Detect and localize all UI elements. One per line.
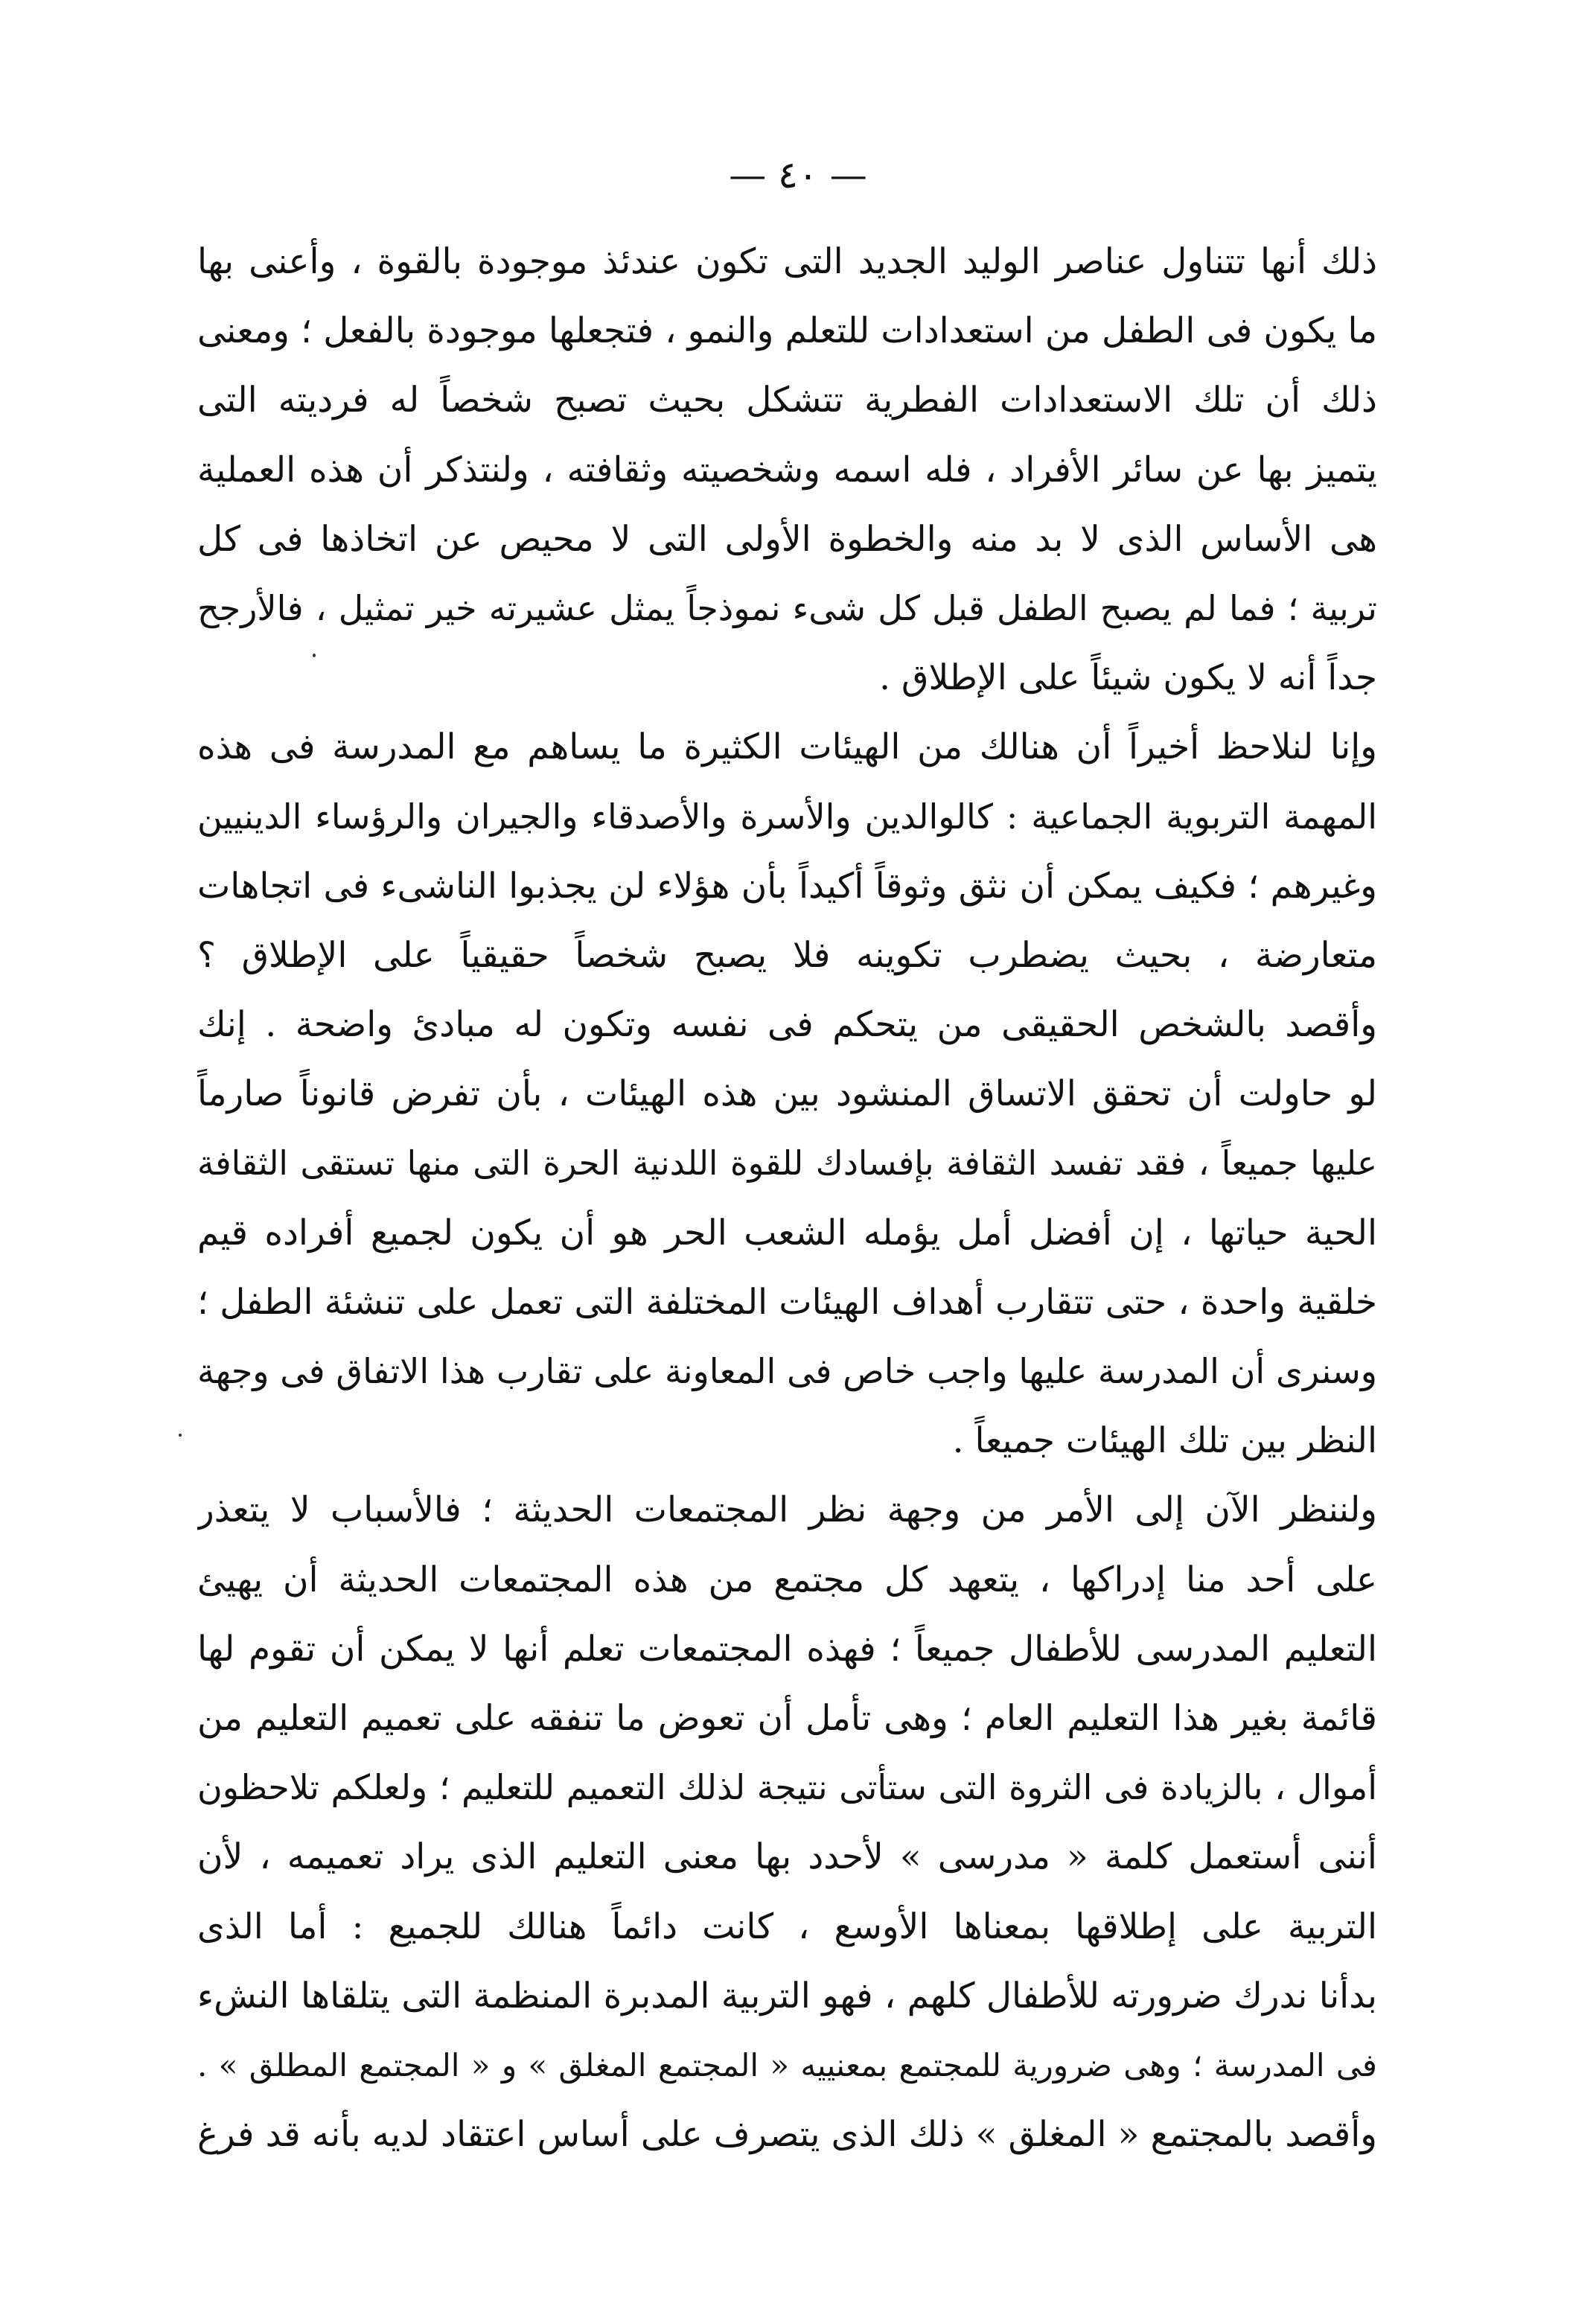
scan-speck — [313, 654, 316, 657]
text-line: أننى أستعمل كلمة « مدرسى » لأحدد بها معنى التعليم الذى يراد تعميمه ، لأن — [197, 1836, 1377, 1878]
text-line: متعارضة ، بحيث يضطرب تكوينه فلا يصبح شخصاً حقيقياً على الإطلاق ؟ — [197, 934, 1377, 976]
text-line: تربية ؛ فما لم يصبح الطفل قبل كل شىء نموذجاً يمثل عشيرته خير تمثيل ، فالأرجح — [197, 587, 1377, 628]
text-line: خلقية واحدة ، حتى تتقارب أهداف الهيئات المختلفة التى تعمل على تنشئة الطفل ؛ — [197, 1281, 1377, 1323]
text-line: على أحد منا إدراكها ، يتعهد كل مجتمع من هذه المجتمعات الحديثة أن يهيئ — [197, 1559, 1377, 1600]
body-text — [197, 227, 1377, 2169]
text-line: النظر بين تلك الهيئات جميعاً . — [952, 1420, 1377, 1462]
text-line: ذلك أنها تتناول عناصر الوليد الجديد التى تكون عندئذ موجودة بالقوة ، وأعنى بها — [197, 241, 1377, 282]
text-line: وأقصد بالمجتمع « المغلق » ذلك الذى يتصرف على أساس اعتقاد لديه بأنه قد فرغ — [197, 2114, 1377, 2156]
text-line: وسنرى أن المدرسة عليها واجب خاص فى المعاونة على تقارب هذا الاتفاق فى وجهة — [197, 1351, 1377, 1391]
text-line: التربية على إطلاقها بمعناها الأوسع ، كانت دائماً هنالك للجميع : أما الذى — [197, 1906, 1377, 1947]
text-line: وإنا لنلاحظ أخيراً أن هنالك من الهيئات الكثيرة ما يساهم مع المدرسة فى هذه — [197, 727, 1377, 768]
text-line: ولننظر الآن إلى الأمر من وجهة نظر المجتمعات الحديثة ؛ فالأسباب لا يتعذر — [197, 1489, 1377, 1531]
text-line: وأقصد بالشخص الحقيقى من يتحكم فى نفسه وتكون له مبادئ واضحة . إنك — [197, 1004, 1377, 1046]
scan-speck — [179, 1434, 182, 1437]
text-line: هى الأساس الذى لا بد منه والخطوة الأولى التى لا محيص عن اتخاذها فى كل — [197, 518, 1377, 560]
text-line: فى المدرسة ؛ وهى ضرورية للمجتمع بمعنييه « المجتمع المغلق » و « المجتمع المطلق » . — [197, 2046, 1377, 2083]
text-line: يتميز بها عن سائر الأفراد ، فله اسمه وشخصيته وثقافته ، ولنتذكر أن هذه العملية — [197, 449, 1377, 491]
text-line: أموال ، بالزيادة فى الثروة التى ستأتى نتيجة لذلك التعميم للتعليم ؛ ولعلكم تلاحظون — [197, 1767, 1377, 1808]
text-line: عليها جميعاً ، فقد تفسد الثقافة بإفسادك للقوة اللدنية الحرة التى منها تستقى الثقافة — [197, 1143, 1377, 1184]
text-line: الحية حياتها ، إن أفضل أمل يؤمله الشعب الحر هو أن يكون لجميع أفراده قيم — [197, 1212, 1377, 1254]
text-line: ذلك أن تلك الاستعدادات الفطرية تتشكل بحيث تصبح شخصاً له فرديته التى — [197, 380, 1377, 421]
text-line: المهمة التربوية الجماعية : كالوالدين والأسرة والأصدقاء والجيران والرؤساء الدينيين — [197, 796, 1377, 837]
page-number: — ٤٠ — — [729, 153, 867, 197]
text-line: وغيرهم ؛ فكيف يمكن أن نثق وثوقاً أكيداً بأن هؤلاء لن يجذبوا الناشىء فى اتجاهات — [197, 865, 1377, 907]
text-line: التعليم المدرسى للأطفال جميعاً ؛ فهذه المجتمعات تعلم أنها لا يمكن أن تقوم لها — [197, 1628, 1377, 1670]
text-line: بدأنا ندرك ضرورته للأطفال كلهم ، فهو التربية المدبرة المنظمة التى يتلقاها النشء — [197, 1975, 1377, 2016]
text-line: لو حاولت أن تحقق الاتساق المنشود بين هذه الهيئات ، بأن تفرض قانوناً صارماً — [197, 1073, 1377, 1115]
text-line: قائمة بغير هذا التعليم العام ؛ وهى تأمل أن تعوض ما تنفقه على تعميم التعليم من — [197, 1697, 1377, 1739]
text-line: ما يكون فى الطفل من استعدادات للتعلم والنمو ، فتجعلها موجودة بالفعل ؛ ومعنى — [197, 310, 1377, 352]
text-line: جداً أنه لا يكون شيئاً على الإطلاق . — [879, 657, 1377, 699]
